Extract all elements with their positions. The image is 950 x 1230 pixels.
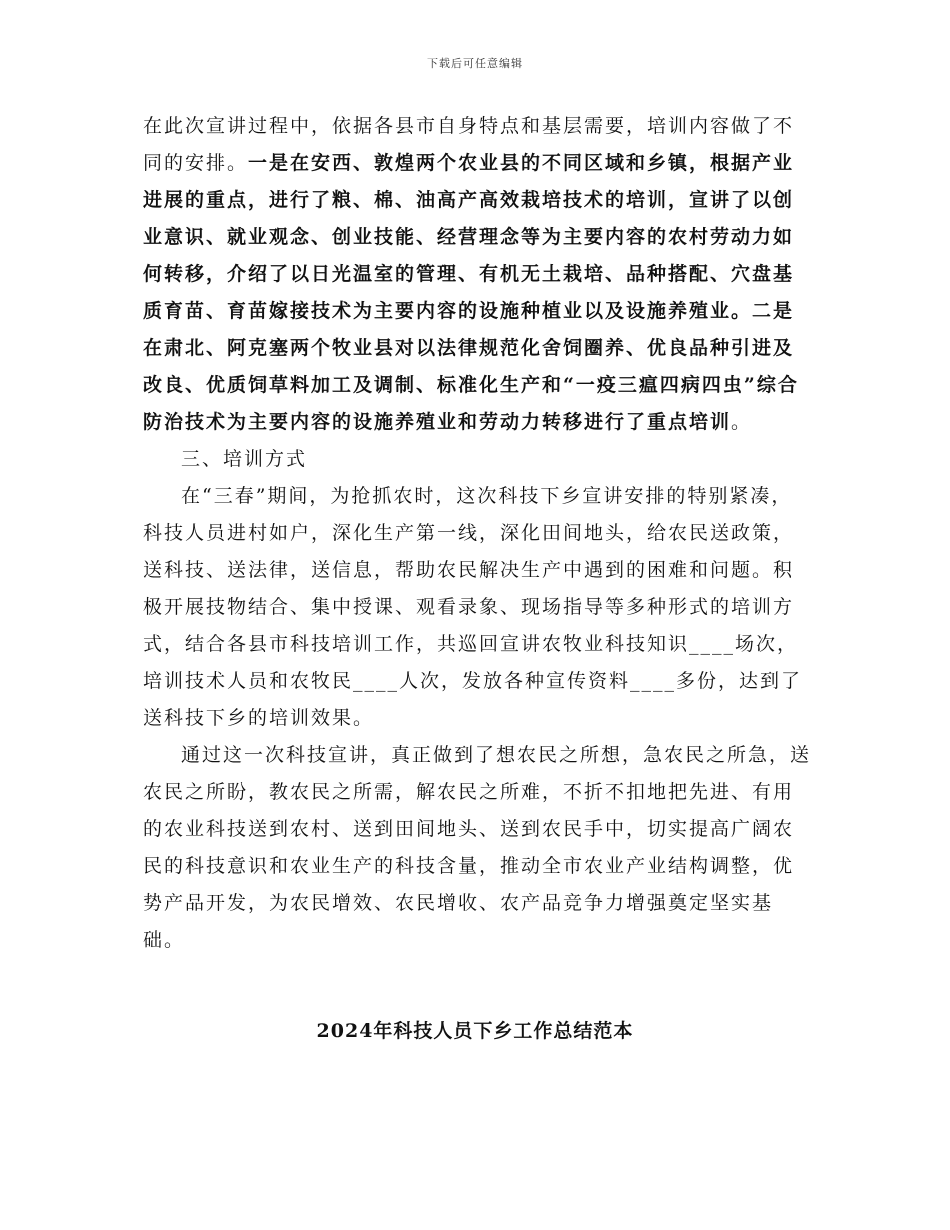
document-body xyxy=(143,108,811,959)
paragraph-end-punct: 。 xyxy=(731,411,753,433)
paragraph-bold-text: 一是在安西、敦煌两个农业县的不同区域和乡镇，根据产业进展的重点，进行了粮、棉、油高产高效栽培技术的培训，宣讲了以创业意识、就业观念、创业技能、经营理念等为主要内容的农村劳动力如何转移，介绍了以日光温室的管理、有机无土栽培、品种搭配、穴盘基质育苗、育苗嫁接技术为主要内容的设施种植业以及设施养殖业。二是在肃北、阿克塞两个牧业县对以法律规范化舍饲圈养、优良品种引进及改良、优质饲草料加工及调制、标准化生产和“一疫三瘟四病四虫”综合防治技术为主要内容的设施养殖业和劳动力转移进行了重点培训 xyxy=(143,152,799,433)
document-title: 2024年科技人员下乡工作总结范本 xyxy=(316,1020,634,1042)
paragraph-conclusion: 通过这一次科技宣讲，真正做到了想农民之所想，急农民之所急，送农民之所盼，教农民之所需，解农民之所难，不折不扣地把先进、有用的农业科技送到农村、送到田间地头、送到农民手中，切实提高广阔农民的科技意识和农业生产的科技含量，推动全市农业产业结构调整，优势产品开发，为农民增效、农民增收、农产品竞争力增强奠定坚实基础。 xyxy=(143,744,812,951)
paragraph-training-method: 在“三春”期间，为抢抓农时，这次科技下乡宣讲安排的特别紧凑，科技人员进村如户，深化生产第一线，深化田间地头，给农民送政策，送科技、送法律，送信息，帮助农民解决生产中遇到的困难和问题。积极开展技物结合、集中授课、观看录象、现场指导等多种形式的培训方式，结合各县市科技培训工作，共巡回宣讲农牧业科技知识____场次，培训技术人员和农牧民____人次，发放各种宣传资料____多份，达到了送科技下乡的培训效果。 xyxy=(143,485,803,729)
page-header-note: 下载后可任意编辑 xyxy=(427,57,523,70)
paragraph-training-content xyxy=(143,108,811,441)
paragraph-intro-text: 在此次宣讲过程中，依据各县市自身特点和基层需要，培训内容做了不同的安排。 xyxy=(143,115,795,174)
section-heading-training-method: 三、培训方式 xyxy=(181,448,308,470)
